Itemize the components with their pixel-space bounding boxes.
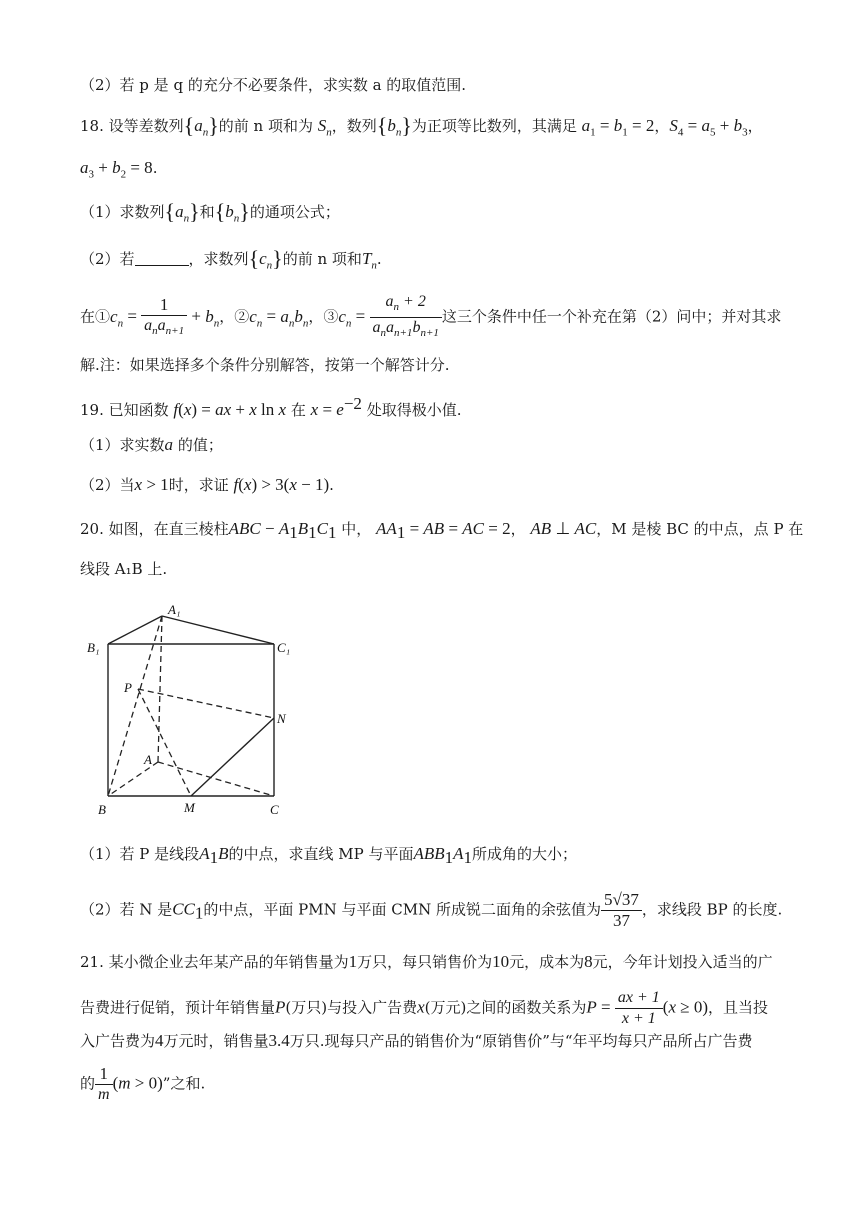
q21-line3: 入广告费为4万元时，销售量3.4万只.现每只产品的销售价为“原销售价”与“年平均每只产品所占广告费 [80, 1031, 753, 1050]
edge-b1-a1 [108, 616, 162, 644]
q19-intro: 19. 已知函数 f(x) = ax + x ln x 在 $x = e^{-2}$ 处取得极小值. [80, 394, 462, 419]
q18-part1: （1）求数列$\{a_n\}$和$\{b_n\}$的通项公式； [80, 199, 340, 225]
q19-part2: （2）当x > 1时，求证 f(x) > 3(x − 1). [80, 475, 334, 494]
edge-a1-a [158, 616, 162, 762]
label-C: C [270, 802, 279, 817]
segment-p-n [138, 689, 274, 718]
q18-intro: 18. 设等差数列$\{a_n\}$的前 n 项和为 $S_n$，数列$\{b_n\}$为正项等比数列，其满足 $a_1 = b_1 = 2$，$S_4 = a_5 + b_3$， [80, 113, 763, 139]
label-B: B [98, 802, 106, 817]
label-P: P [124, 680, 132, 695]
q21-line1: 21. 某小微企业去年某产品的年销售量为1万只，每只销售价为10元，成本为8元，今年计划投入适当的广 [80, 952, 773, 971]
q18-conditions: 在$①c_n$ = $\frac{1}{a_na_{n+1}}$ + $b_n$，$②c_n = a_nb_n$，$③c_n$ = $\frac{a_n + 2}{a_na_{n+1}b_{n+1}}$ 这三个条件中任一个补充在第（2）问中；并对其求 [80, 293, 782, 340]
q17-part2: （2）若 p 是 q 的充分不必要条件，求实数 a 的取值范围. [80, 76, 467, 94]
segment-m-n [191, 718, 274, 796]
segment-a1-b [108, 616, 162, 796]
answer-blank [135, 251, 189, 266]
q21-line4: 的 $\frac{1}{m}$ (m > 0)”之和. [80, 1064, 206, 1103]
q18-part2: （2）若 ，求数列$\{c_n\}$的前 n 项和$T_n$. [80, 246, 382, 272]
prism-figure [84, 596, 304, 822]
edge-a-b [108, 762, 158, 796]
q18-condition-line: $a_3 + b_2 = 8$. [80, 158, 158, 181]
edge-a-c [158, 762, 274, 796]
q20-part1: （1）若 P 是线段$A_1B$的中点，求直线 MP 与平面$ABB_1A_1$所成角的大小； [80, 844, 578, 867]
q21-line2: 告费进行促销，预计年销售量P(万只)与投入广告费x(万元)之间的函数关系为P = $\frac{ax + 1}{x + 1}$ (x ≥ 0)，且当投 [80, 989, 769, 1027]
label-N: N [277, 711, 286, 726]
edge-a1-c1 [162, 616, 274, 644]
q20-intro-line2: 线段 A₁B 上. [80, 560, 168, 578]
label-M: M [184, 800, 195, 815]
q20-part2: （2）若 N 是$CC_1$的中点，平面 PMN 与平面 CMN 所成锐二面角的余弦值为 $\frac{5√37}{37}$ ，求线段 BP 的长度. [80, 890, 783, 930]
q19-part1: （1）求实数a 的值； [80, 435, 223, 454]
q20-intro: 20. 如图，在直三棱柱ABC − $A_1B_1C_1$ 中， $AA_1$ = AB = AC = 2， AB ⊥ AC，M 是棱 BC 的中点，点 P 在 [80, 519, 804, 542]
label-C1: C₁ [277, 640, 291, 655]
label-A1: A₁ [168, 602, 181, 617]
label-A: A [144, 752, 152, 767]
label-B1: B₁ [87, 640, 100, 655]
q18-note: 解.注：如果选择多个条件分别解答，按第一个解答计分. [80, 356, 450, 374]
segment-p-m [138, 689, 191, 796]
